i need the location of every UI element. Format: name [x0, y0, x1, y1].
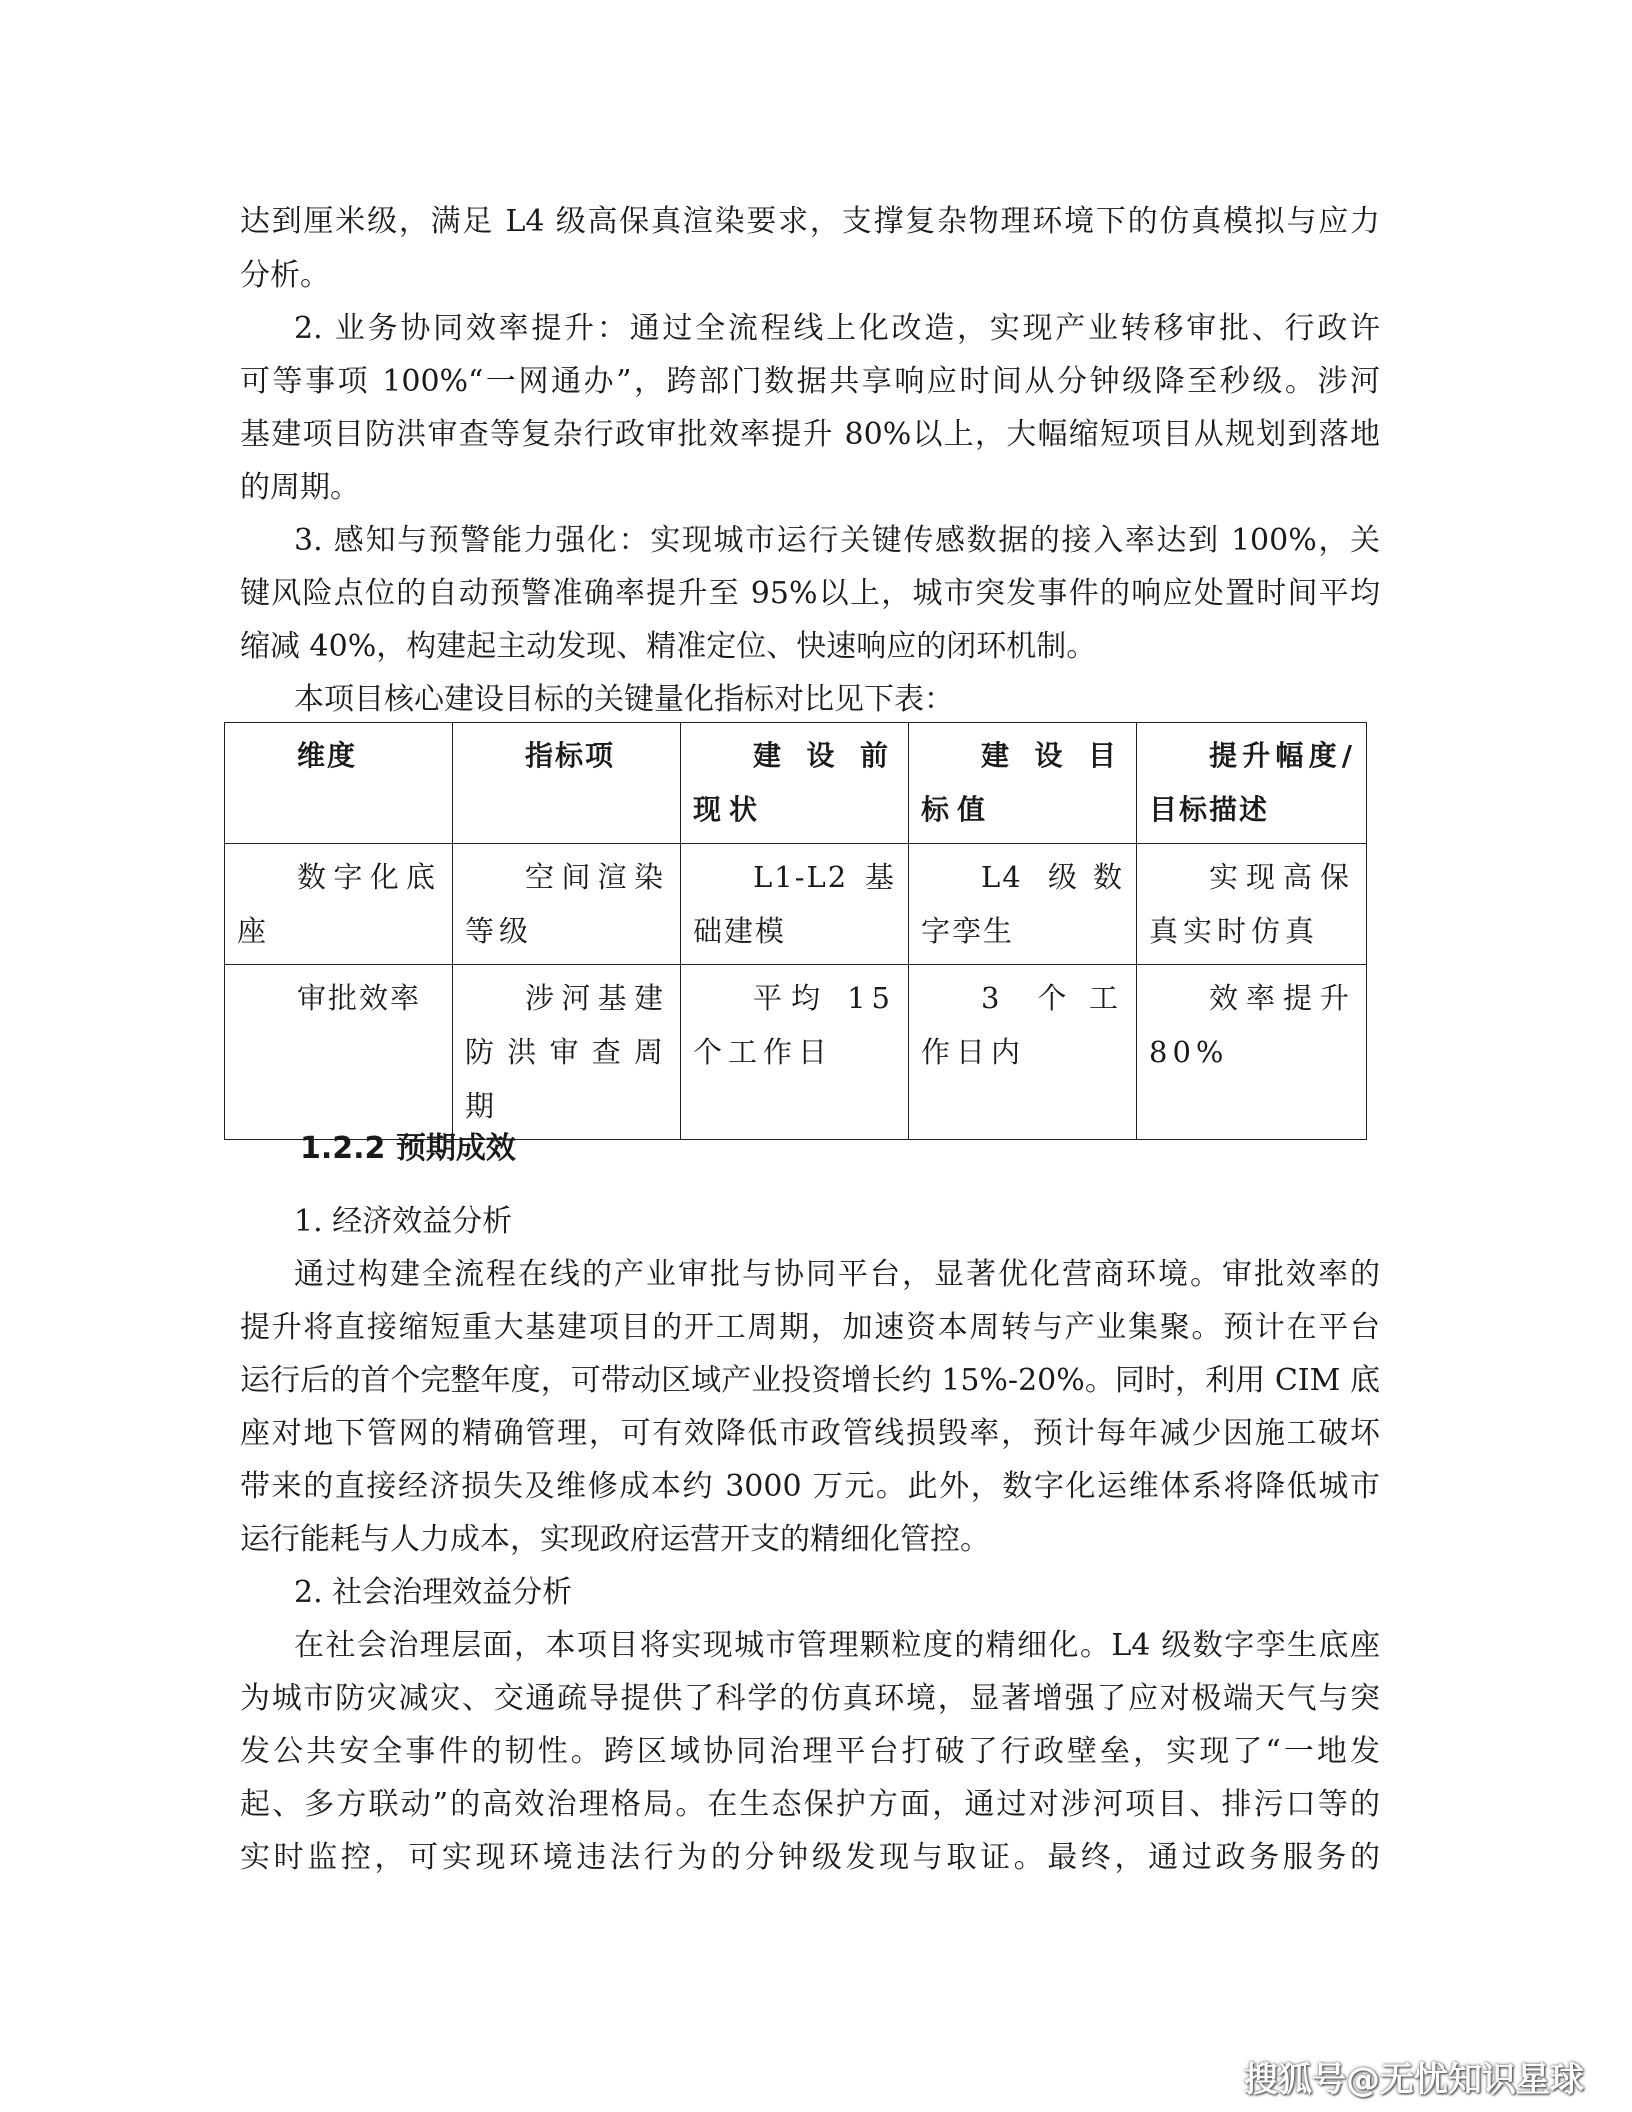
- table-header-row: [225, 723, 1367, 844]
- table-header-cell: 建设前现状: [681, 723, 909, 844]
- table-cell: 平均 15 个工作日: [681, 965, 909, 1140]
- section-heading: 1.2.2 预期成效: [300, 1131, 516, 1166]
- text-line: 的周期。: [240, 470, 360, 505]
- table-header-cell: 提升幅度/目标描述: [1137, 723, 1367, 844]
- text-line: 实时监控，可实现环境违法行为的分钟级发现与取证。最终，通过政务服务的: [240, 1840, 1380, 1875]
- text-line: 运行能耗与人力成本，实现政府运营开支的精细化管控。: [240, 1522, 990, 1557]
- text-line: 可等事项 100%“一网通办”，跨部门数据共享响应时间从分钟级降至秒级。涉河: [240, 364, 1380, 399]
- text-line: 达到厘米级，满足 L4 级高保真渲染要求，支撑复杂物理环境下的仿真模拟与应力: [240, 204, 1380, 239]
- table-header-cell: 指标项: [453, 723, 681, 844]
- text-line: 座对地下管网的精确管理，可有效降低市政管线损毁率，预计每年减少因施工破坏: [240, 1416, 1380, 1451]
- text-line: 基建项目防洪审查等复杂行政审批效率提升 80%以上，大幅缩短项目从规划到落地: [240, 417, 1380, 452]
- table-cell: 实现高保真实时仿真: [1137, 844, 1367, 965]
- text-line: 键风险点位的自动预警准确率提升至 95%以上，城市突发事件的响应处置时间平均: [240, 576, 1380, 611]
- text-line: 通过构建全流程在线的产业审批与协同平台，显著优化营商环境。审批效率的: [294, 1257, 1380, 1292]
- table-cell: 3 个工作日内: [909, 965, 1137, 1140]
- table-cell: 空间渲染等级: [453, 844, 681, 965]
- text-line: 2. 业务协同效率提升：通过全流程线上化改造，实现产业转移审批、行政许: [294, 311, 1380, 346]
- table-cell: L1-L2 基础建模: [681, 844, 909, 965]
- subheading: 2. 社会治理效益分析: [294, 1575, 573, 1610]
- text-line: 3. 感知与预警能力强化：实现城市运行关键传感数据的接入率达到 100%，关: [294, 523, 1380, 558]
- text-line: 在社会治理层面，本项目将实现城市管理颗粒度的精细化。L4 级数字孪生底座: [294, 1628, 1380, 1663]
- watermark: 搜狐号@无忧知识星球: [1244, 2060, 1584, 2100]
- table-cell: 审批效率: [225, 965, 453, 1140]
- table-cell: 效率提升 80%: [1137, 965, 1367, 1140]
- text-line: 为城市防灾减灾、交通疏导提供了科学的仿真环境，显著增强了应对极端天气与突: [240, 1681, 1380, 1716]
- subheading: 1. 经济效益分析: [294, 1204, 513, 1239]
- metrics-table: [224, 722, 1367, 1140]
- text-line: 缩减 40%，构建起主动发现、精准定位、快速响应的闭环机制。: [240, 629, 1097, 664]
- table-cell: L4 级数字孪生: [909, 844, 1137, 965]
- text-line: 提升将直接缩短重大基建项目的开工周期，加速资本周转与产业集聚。预计在平台: [240, 1310, 1380, 1345]
- text-line: 运行后的首个完整年度，可带动区域产业投资增长约 15%-20%。同时，利用 CIM 底: [240, 1363, 1380, 1398]
- text-line: 分析。: [240, 258, 330, 293]
- table-cell: 数字化底座: [225, 844, 453, 965]
- table-intro: 本项目核心建设目标的关键量化指标对比见下表：: [294, 682, 954, 717]
- text-line: 起、多方联动”的高效治理格局。在生态保护方面，通过对涉河项目、排污口等的: [240, 1787, 1380, 1822]
- table-cell: 涉河基建防洪审查周期: [453, 965, 681, 1140]
- table-header-cell: 维度: [225, 723, 453, 844]
- text-line: 带来的直接经济损失及维修成本约 3000 万元。此外，数字化运维体系将降低城市: [240, 1469, 1380, 1504]
- table-row: [225, 965, 1367, 1140]
- text-line: 发公共安全事件的韧性。跨区域协同治理平台打破了行政壁垒，实现了“一地发: [240, 1734, 1380, 1769]
- table-header-cell: 建设目标值: [909, 723, 1137, 844]
- table-row: [225, 844, 1367, 965]
